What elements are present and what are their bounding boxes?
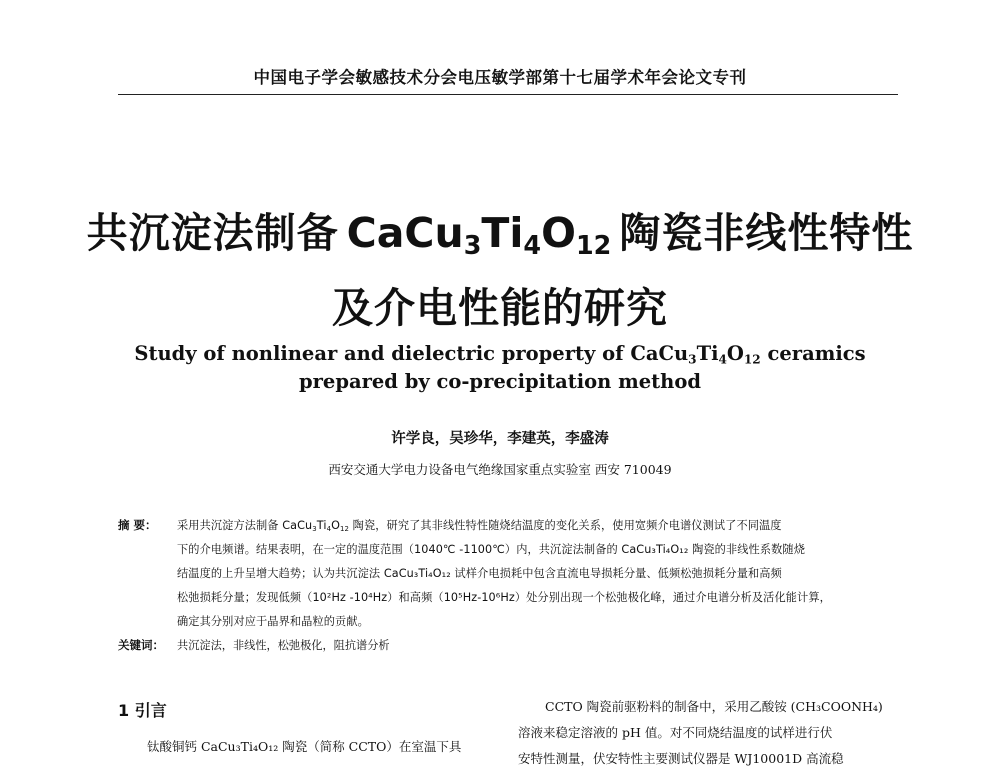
author-list: 许学良，吴珍华，李建英，李盛涛 bbox=[391, 431, 609, 447]
keywords-text: 共沉淀法，非线性，松弛极化，阻抗谱分析 bbox=[177, 639, 390, 652]
abstract-label: 摘 要： bbox=[118, 518, 157, 532]
chinese-title-formula: $CaCu_3Ti_4O_{12}$ bbox=[346, 209, 612, 261]
abstract-line-2: 下的介电频谱。结果表明，在一定的温度范围（1040℃ -1100℃）内，共沉淀法制备的 CaCu₃Ti₄O₁₂ 陶瓷的非线性系数随烧 bbox=[177, 543, 805, 556]
chinese-title-suffix: 陶瓷非线性特性 bbox=[619, 209, 914, 257]
abstract-line-3: 结温度的上升呈增大趋势；认为共沉淀法 CaCu₃Ti₄O₁₂ 试样介电损耗中包含直流电导损耗分量、低频松弛损耗分量和高频 bbox=[177, 567, 782, 580]
abstract-line-4: 松弛损耗分量；发现低频（10²Hz -10⁴Hz）和高频（10⁵Hz-10⁶Hz）处分别出现一个松弛极化峰，通过介电谱分析及活化能计算， bbox=[177, 591, 831, 604]
abstract-line-1: 采用共沉淀方法制备 $CaCu_3Ti_4O_{12}$ 陶瓷，研究了其非线性特性随烧结温度的变化关系，使用宽频介电谱仪测试了不同温度 bbox=[177, 519, 782, 533]
english-title-line-1: Study of nonlinear and dielectric property of $CaCu_3Ti_4O_{12}$ ceramics bbox=[134, 342, 866, 367]
affiliation: 西安交通大学电力设备电气绝缘国家重点实验室 西安 710049 bbox=[328, 462, 672, 477]
section-heading-introduction: 1 引言 bbox=[118, 701, 167, 720]
english-title-formula: $CaCu_3Ti_4O_{12}$ bbox=[630, 342, 761, 367]
right-column-text-line-2: 溶液来稳定溶液的 pH 值。对不同烧结温度的试样进行伏 bbox=[518, 725, 833, 740]
chinese-title-prefix: 共沉淀法制备 bbox=[86, 209, 339, 257]
running-header: 中国电子学会敏感技术分会电压敏学部第十七届学术年会论文专刊 bbox=[253, 68, 747, 87]
abstract-formula: $CaCu_3Ti_4O_{12}$ bbox=[282, 519, 350, 533]
chinese-title-line-1 bbox=[0, 208, 1000, 261]
english-title-line-2: prepared by co-precipitation method bbox=[299, 370, 701, 393]
header-rule bbox=[118, 94, 898, 95]
right-column-text-line-1: CCTO 陶瓷前驱粉料的制备中，采用乙酸铵 (CH₃COONH₄) bbox=[545, 699, 883, 714]
left-column-text-line-1: 钛酸铜钙 CaCu₃Ti₄O₁₂ 陶瓷（简称 CCTO）在室温下具 bbox=[147, 739, 462, 754]
keywords-label: 关键词： bbox=[118, 638, 164, 652]
right-column-text-line-3: 安特性测量，伏安特性主要测试仪器是 WJ10001D 高流稳 bbox=[518, 751, 844, 766]
chinese-title-line-2: 及介电性能的研究 bbox=[332, 284, 668, 332]
abstract-line-5: 确定其分别对应于晶界和晶粒的贡献。 bbox=[177, 615, 369, 628]
